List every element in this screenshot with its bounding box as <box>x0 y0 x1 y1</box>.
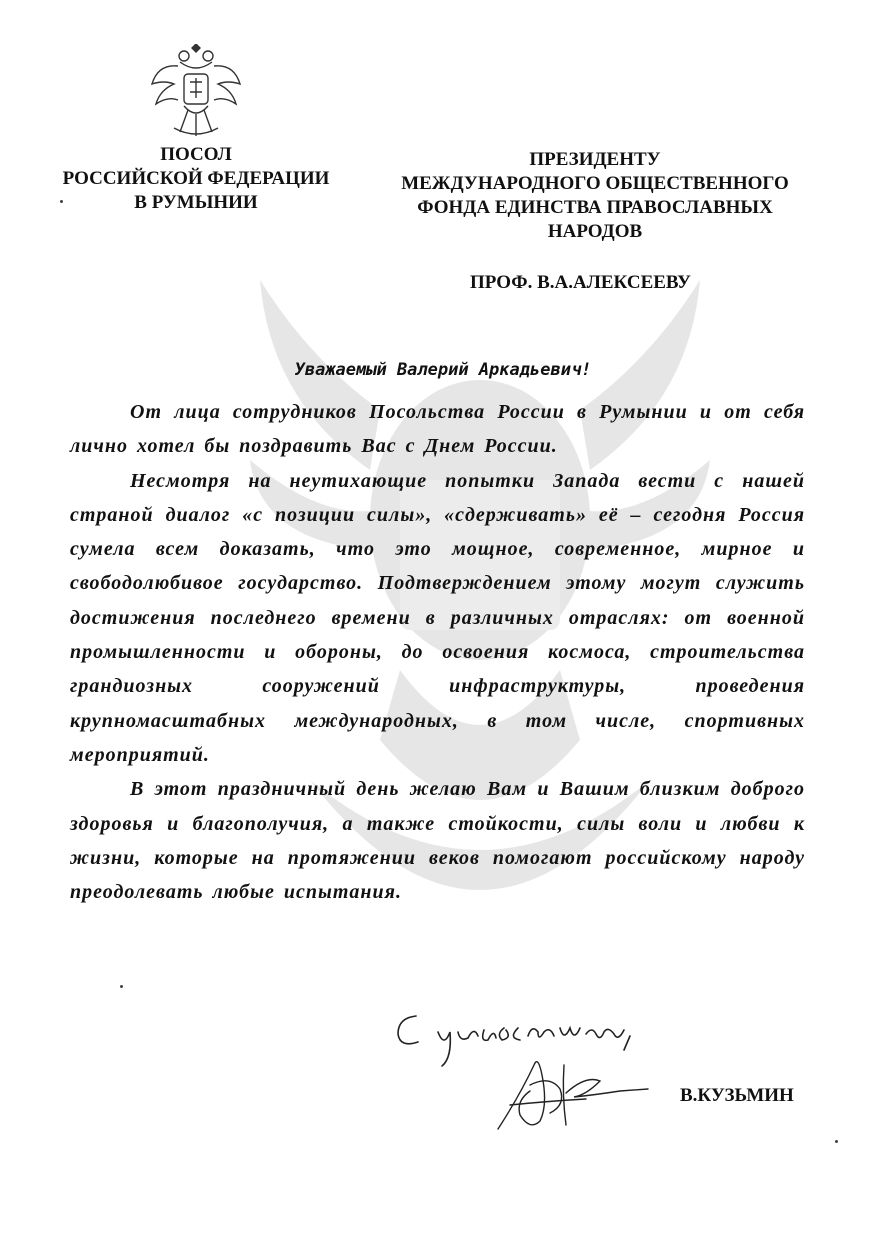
scan-speck <box>60 200 63 203</box>
paragraph: В этот праздничный день желаю Вам и Вашим близким доброго здоровья и благополучия, а также стойкости, силы воли и любви к жизни, которые на протяжении веков помогают российскому народу преодолевать любые испытания. <box>70 778 805 904</box>
scan-speck <box>120 985 123 988</box>
scan-speck <box>835 1140 838 1143</box>
paragraph: Несмотря на неутихающие попытки Запада вести с нашей страной диалог «с позиции силы», «сдерживать» её – сегодня Россия сумела всем доказать, что это мощное, современное, мирное и свободолюбивое государство. Подтверждением этому могут служить достижения последнего времени в различных отраслях: от военной промышленности и обороны, до освоения космоса, строительства грандиозных сооружений инфраструктуры, проведения крупномасштабных международных, в том числе, спортивных мероприятий. <box>70 469 805 766</box>
recipient-block <box>375 148 815 244</box>
sender-line: ПОСОЛ <box>160 144 232 165</box>
signature <box>490 1045 660 1135</box>
recipient-name: ПРОФ. В.А.АЛЕКСЕЕВУ <box>470 272 691 293</box>
recipient-line: МЕЖДУНАРОДНОГО ОБЩЕСТВЕННОГО <box>401 173 789 194</box>
recipient-line: НАРОДОВ <box>547 221 643 242</box>
signer-name: В.КУЗЬМИН <box>680 1085 794 1106</box>
salutation: Уважаемый Валерий Аркадьевич! <box>294 360 592 380</box>
recipient-line: ПРЕЗИДЕНТУ <box>529 149 661 170</box>
recipient-line: ФОНДА ЕДИНСТВА ПРАВОСЛАВНЫХ <box>417 197 773 218</box>
paragraph: От лица сотрудников Посольства России в Румынии и от себя лично хотел бы поздравить Вас с Днем России. <box>70 401 805 458</box>
sender-block <box>40 143 352 215</box>
sender-line: В РУМЫНИИ <box>134 192 258 213</box>
double-headed-eagle-icon <box>150 44 242 140</box>
sender-line: РОССИЙСКОЙ ФЕДЕРАЦИИ <box>62 168 330 189</box>
letter-body <box>70 395 805 909</box>
